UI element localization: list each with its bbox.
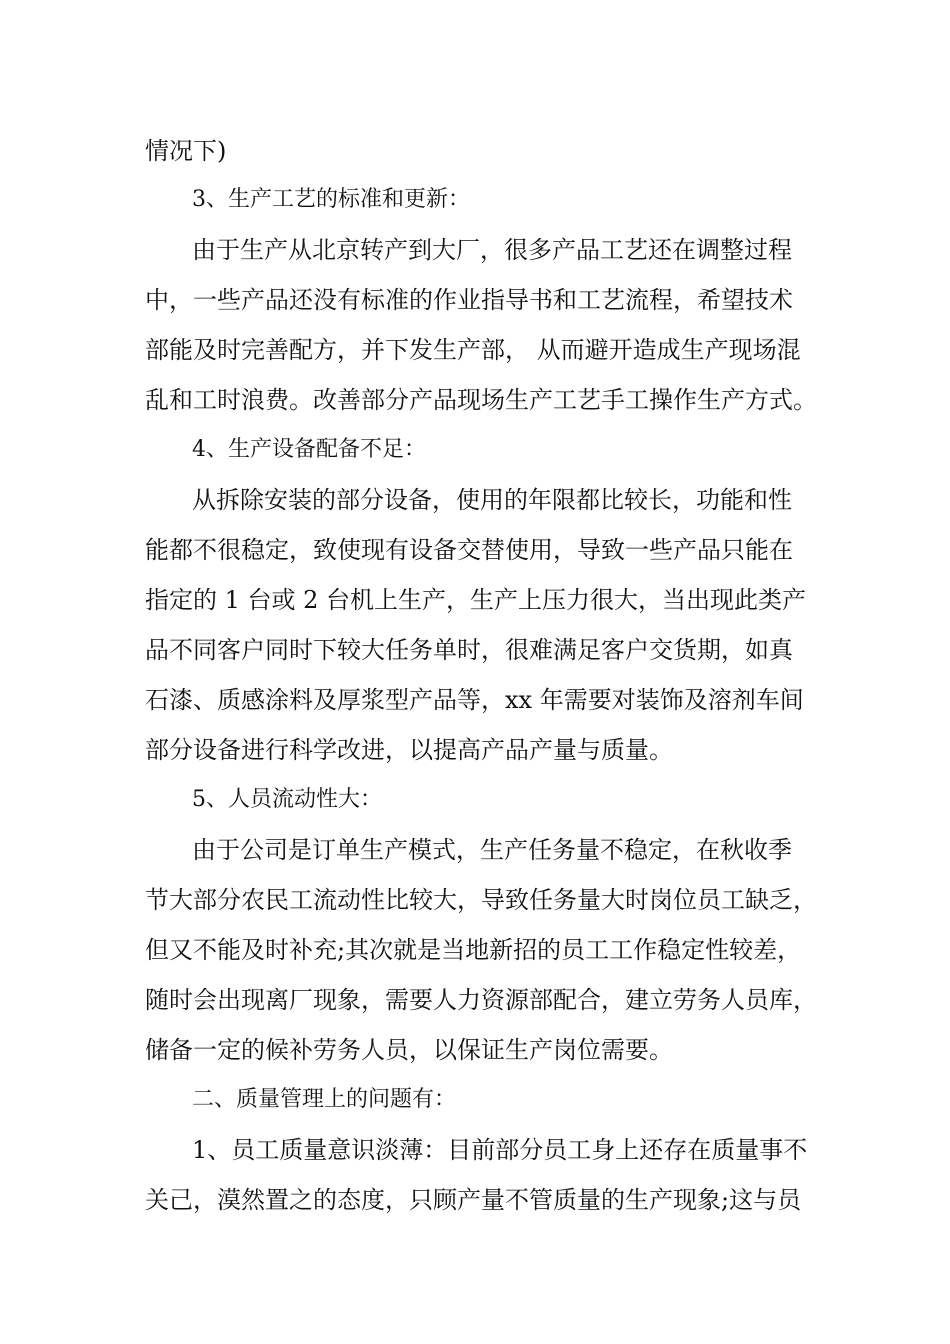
text-line: 关己，漠然置之的态度，只顾产量不管质量的生产现象;这与员 [145,1186,802,1214]
text-line: 乱和工时浪费。改善部分产品现场生产工艺手工操作生产方式。 [145,386,817,414]
text-line: 部分设备进行科学改进，以提高产品产量与质量。 [145,736,673,764]
text-line: 品不同客户同时下较大任务单时，很难满足客户交货期，如真 [145,636,793,664]
text-line: 从拆除安装的部分设备，使用的年限都比较长，功能和性 [192,486,792,514]
text-line: 石漆、质感涂料及厚浆型产品等，xx 年需要对装饰及溶剂车间 [145,686,804,714]
text-line: 随时会出现离厂现象，需要人力资源部配合，建立劳务人员库， [145,986,817,1014]
text-line: 中，一些产品还没有标准的作业指导书和工艺流程，希望技术 [145,286,793,314]
text-line: 由于生产从北京转产到大厂，很多产品工艺还在调整过程 [192,236,792,264]
section-heading: 二、质量管理上的问题有： [192,1087,457,1112]
text-line: 由于公司是订单生产模式，生产任务量不稳定，在秋收季 [192,836,792,864]
text-line: 情况下) [145,137,227,165]
text-line: 指定的 1 台或 2 台机上生产，生产上压力很大，当出现此类产 [145,586,807,614]
text-line: 节大部分农民工流动性比较大，导致任务量大时岗位员工缺乏， [145,886,817,914]
section-heading: 4、生产设备配备不足： [192,437,426,462]
text-line: 能都不很稳定，致使现有设备交替使用，导致一些产品只能在 [145,536,793,564]
text-line: 但又不能及时补充;其次就是当地新招的员工工作稳定性较差， [145,936,802,964]
section-heading: 5、人员流动性大： [192,787,382,812]
section-heading: 3、生产工艺的标准和更新： [192,187,470,212]
text-line: 1、员工质量意识淡薄：目前部分员工身上还存在质量事不 [192,1136,808,1164]
text-line: 部能及时完善配方，并下发生产部， 从而避开造成生产现场混 [145,336,801,364]
text-line: 储备一定的候补劳务人员，以保证生产岗位需要。 [145,1036,673,1064]
